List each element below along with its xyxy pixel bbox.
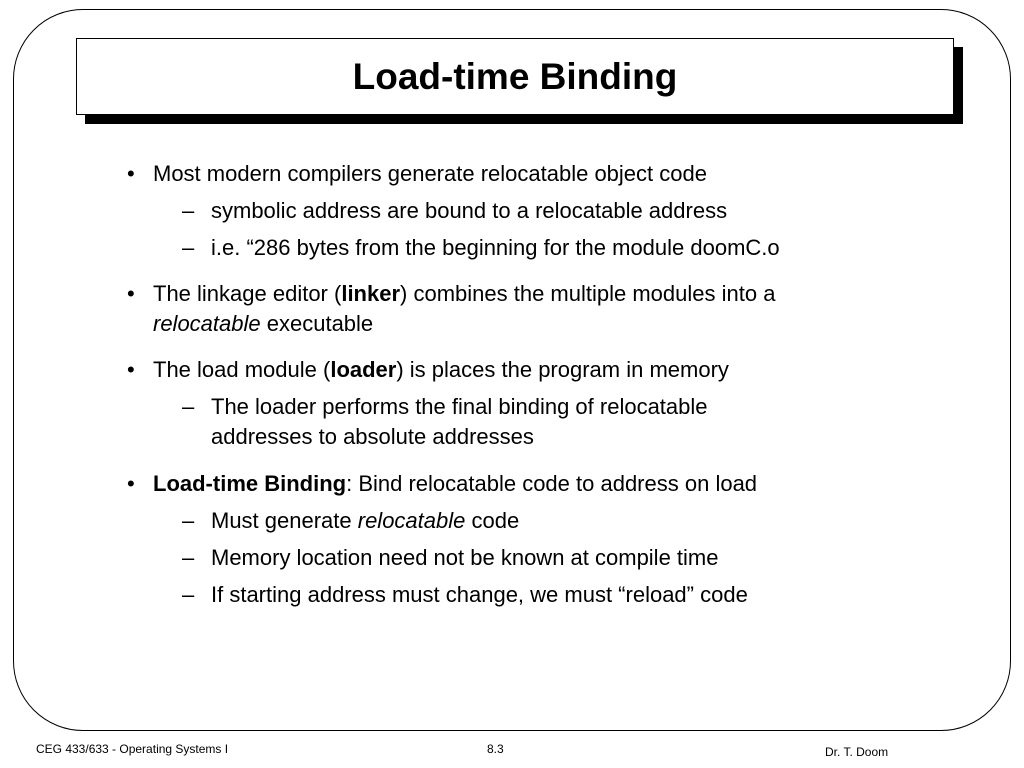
sub-bullet-text: i.e. “286 bytes from the beginning for the module doomC.o: [211, 235, 780, 260]
bullet-text-continuation: [153, 309, 373, 339]
italic-term: relocatable: [357, 508, 466, 533]
bullet-text: Most modern compilers generate relocatable object code: [153, 161, 707, 186]
text-segment: ) is places the program in memory: [396, 357, 729, 382]
text-segment: The linkage editor (: [153, 281, 342, 306]
bold-term: Load-time Binding: [153, 471, 347, 496]
sub-bullet-marker: –: [182, 508, 195, 533]
bullet-marker: •: [127, 161, 135, 186]
footer-page-number: 8.3: [487, 742, 504, 756]
bullet-text: [153, 279, 775, 309]
sub-bullet-marker: –: [182, 582, 195, 607]
bullet-marker: •: [127, 471, 135, 496]
footer-author: Dr. T. Doom: [825, 745, 889, 759]
text-segment: Must generate: [211, 508, 358, 533]
sub-bullet-text: If starting address must change, we must “reload” code: [211, 582, 748, 607]
sub-bullet-text: The loader performs the final binding of relocatable: [211, 394, 708, 419]
text-segment: executable: [260, 311, 374, 336]
sub-bullet-text: [211, 506, 519, 536]
sub-bullet-marker: –: [182, 198, 195, 223]
bullet-marker: •: [127, 357, 135, 382]
sub-bullet-text: symbolic address are bound to a relocatable address: [211, 198, 728, 223]
text-segment: ) combines the multiple modules into a: [400, 281, 776, 306]
text-segment: The load module (: [153, 357, 331, 382]
sub-bullet-marker: –: [182, 394, 195, 419]
bullet-marker: •: [127, 281, 135, 306]
bullet-text: [153, 469, 757, 499]
bold-term: linker: [341, 281, 401, 306]
sub-bullet-marker: –: [182, 235, 195, 260]
footer-course: CEG 433/633 - Operating Systems I: [36, 742, 229, 756]
text-segment: : Bind relocatable code to address on load: [346, 471, 758, 496]
sub-bullet-text-continuation: addresses to absolute addresses: [211, 424, 534, 449]
sub-bullet-marker: –: [182, 545, 195, 570]
text-segment: code: [465, 508, 520, 533]
bold-term: loader: [330, 357, 397, 382]
italic-term: relocatable: [153, 311, 261, 336]
sub-bullet-text: Memory location need not be known at compile time: [211, 545, 719, 570]
slide-title: Load-time Binding: [352, 55, 678, 97]
bullet-text: [153, 355, 729, 385]
